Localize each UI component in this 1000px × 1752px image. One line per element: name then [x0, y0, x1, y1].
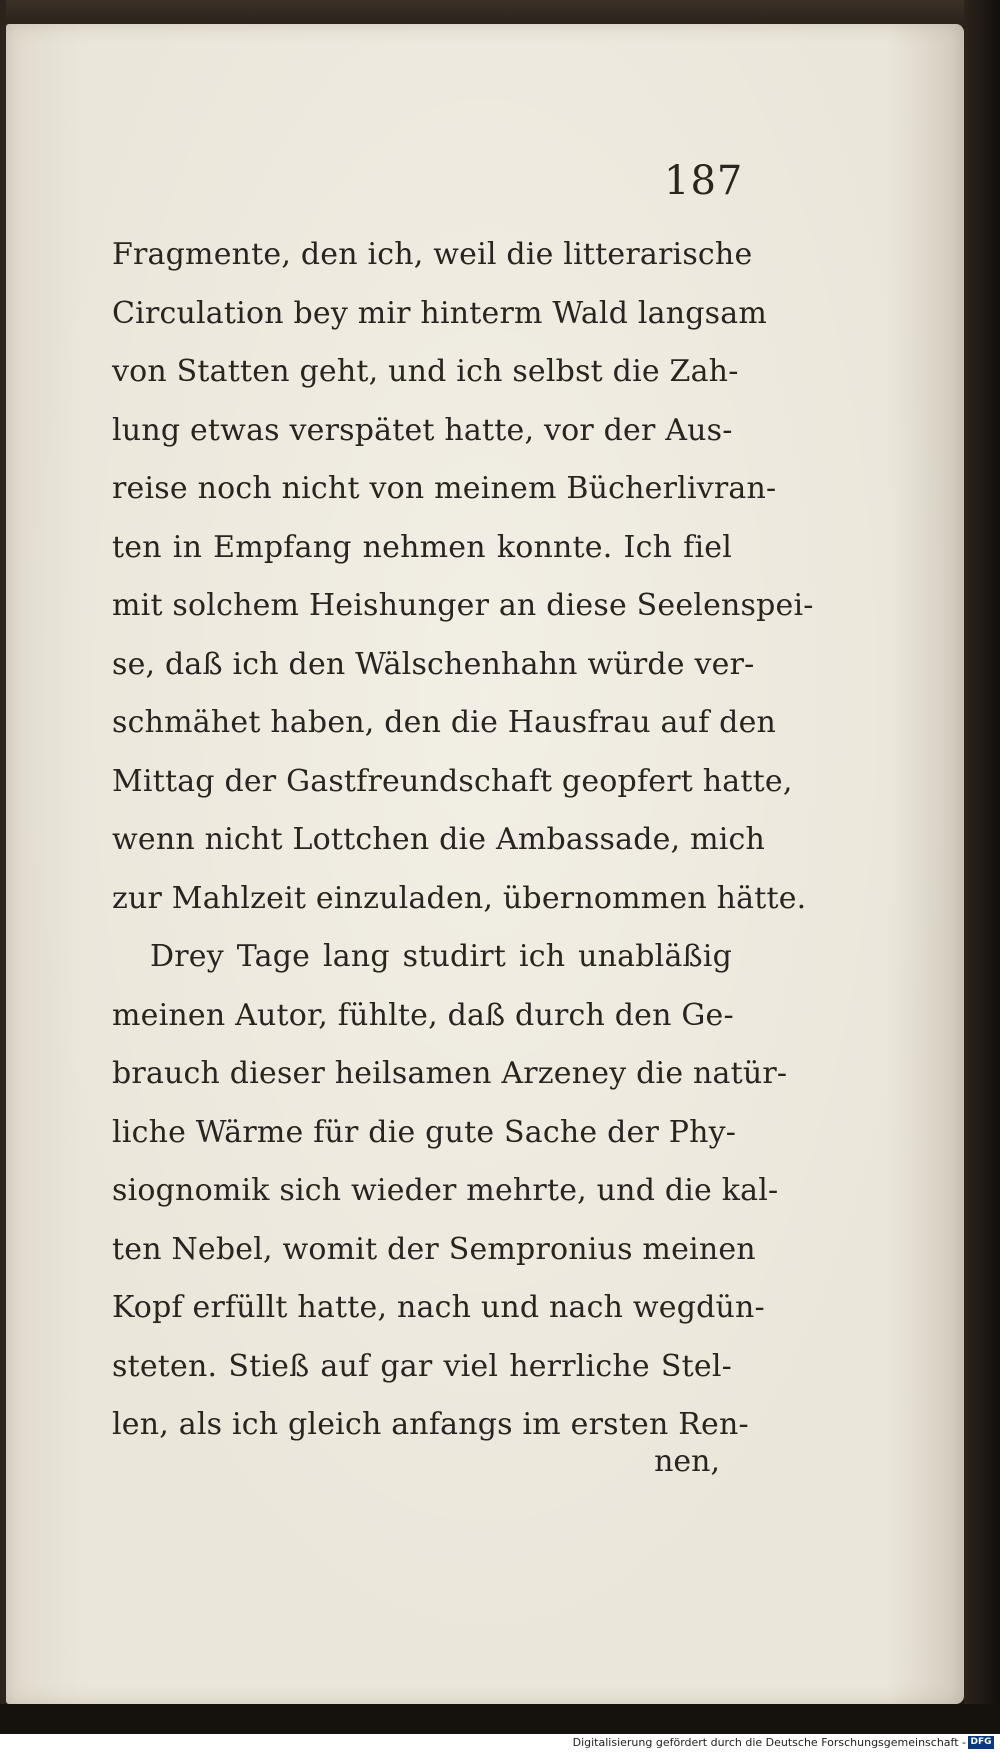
text-line: von Statten geht, und ich selbst die Zah- [112, 354, 739, 389]
paragraph-end-line: zur Mahlzeit einzuladen, übernommen hätte. [112, 880, 807, 916]
text-line: steten. Stieß auf gar viel herrliche Stel- [112, 1348, 732, 1384]
text-line: Fragmente, den ich, weil die litterarische [112, 237, 753, 272]
text-line: siognomik sich wieder mehrte, und die kal- [112, 1173, 779, 1208]
text-line: mit solchem Heishunger an diese Seelenspei- [112, 588, 814, 623]
text-line: brauch dieser heilsamen Arzeney die natür- [112, 1056, 788, 1091]
page-number: 187 [664, 158, 744, 204]
text-line: schmähet haben, den die Hausfrau auf den [112, 705, 777, 740]
catchword: nen, [654, 1444, 720, 1479]
text-line: ten Nebel, womit der Sempronius meinen [112, 1231, 756, 1267]
body-text [112, 226, 814, 1455]
text-line: se, daß ich den Wälschenhahn würde ver- [112, 646, 755, 682]
text-line: meinen Autor, fühlte, daß durch den Ge- [112, 997, 734, 1033]
book-spine-edge [964, 0, 1000, 1752]
digitization-credit: Digitalisierung gefördert durch die Deutsche Forschungsgemeinschaft - [572, 1736, 966, 1749]
text-line: ten in Empfang nehmen konnte. Ich fiel [112, 529, 732, 565]
text-line: Kopf erfüllt hatte, nach und nach wegdün- [112, 1290, 765, 1325]
text-line: Circulation bey mir hinterm Wald langsam [112, 295, 767, 331]
text-line: liche Wärme für die gute Sache der Phy- [112, 1114, 737, 1150]
text-line: Mittag der Gastfreundschaft geopfert hatte, [112, 763, 793, 799]
book-top-edge [0, 0, 1000, 26]
text-line: len, als ich gleich anfangs im ersten Ren- [112, 1407, 749, 1442]
text-line: wenn nicht Lottchen die Ambassade, mich [112, 822, 766, 857]
paragraph-start-line: Drey Tage lang studirt ich unabläßig [150, 939, 732, 974]
text-line: reise noch nicht von meinem Bücherlivran- [112, 471, 777, 506]
dfg-logo: DFG [968, 1736, 994, 1749]
text-line: lung etwas verspätet hatte, vor der Aus- [112, 412, 733, 448]
